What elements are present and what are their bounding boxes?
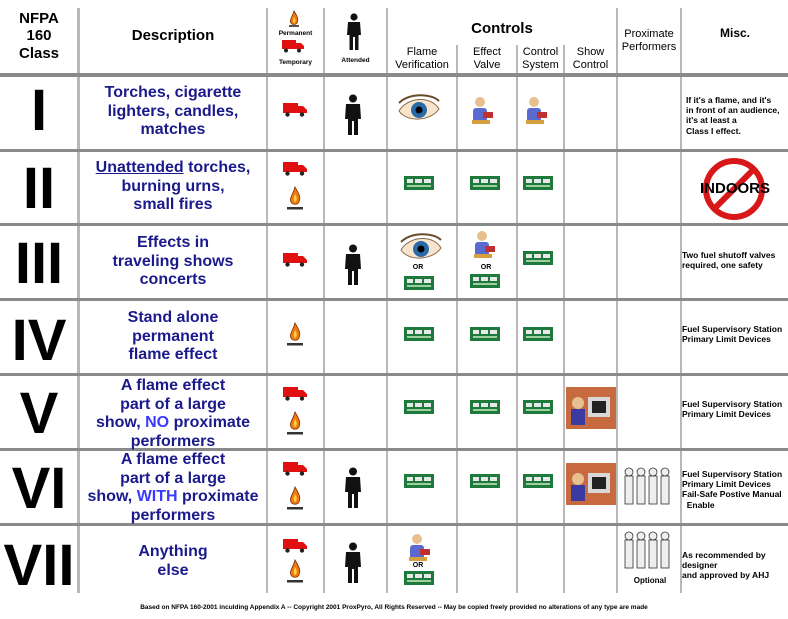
circuit-board-icon: [523, 327, 553, 341]
row-description: Torches, cigarette lighters, candles, matches: [104, 84, 242, 139]
column-divider: [456, 45, 458, 593]
monitor-operator-icon: [566, 463, 616, 505]
class-label: IV: [11, 308, 67, 373]
class-label: I: [30, 78, 48, 143]
or-label: OR: [480, 264, 492, 271]
circuit-board-icon: [470, 327, 500, 341]
row-divider: [0, 373, 788, 376]
truck-icon: [283, 251, 307, 267]
circuit-board-icon: [523, 400, 553, 414]
circuit-board-icon: [404, 327, 434, 341]
row-misc: Fuel Supervisory Station Primary Limit Devices: [682, 399, 783, 420]
person-icon: [346, 13, 362, 51]
row-misc: If it's a flame, and it's in front of an audience, it's at least a Class I effect.: [686, 95, 780, 136]
person-icon: [344, 542, 362, 584]
header-control-system: Control System: [522, 46, 559, 71]
technician-icon: [405, 533, 431, 563]
truck-icon: [283, 460, 307, 476]
row-divider: [0, 223, 788, 226]
truck-icon: [283, 385, 307, 401]
row-description: Stand alone permanent flame effect: [127, 309, 219, 364]
circuit-board-icon: [404, 474, 434, 488]
footer-copyright: Based on NFPA 160-2001 inculding Appendix A -- Copyright 2001 ProxPyro, All Rights Reserved -- May be copied freely provided no alterations of any type are made: [140, 604, 648, 611]
circuit-board-icon: [523, 176, 553, 190]
row-misc: Fuel Supervisory Station Primary Limit Devices: [682, 324, 783, 345]
indoors-label: INDOORS: [699, 180, 770, 197]
header-attended: Attended: [341, 57, 370, 64]
circuit-board-icon: [470, 176, 500, 190]
header-show-control: Show Control: [572, 46, 609, 71]
person-icon: [344, 467, 362, 509]
row-divider: [0, 73, 788, 77]
flame-icon: [285, 559, 305, 585]
circuit-board-icon: [523, 251, 553, 265]
row-divider: [0, 149, 788, 152]
truck-icon: [283, 537, 307, 553]
row-divider: [0, 298, 788, 301]
header-class: NFPA 160 Class: [18, 10, 60, 62]
row-misc: Two fuel shutoff valves required, one safety: [682, 250, 776, 271]
row-misc: As recommended by designer and approved by AHJ: [682, 550, 770, 581]
class-label: VI: [11, 456, 67, 521]
performers-icon: [621, 466, 677, 508]
row-description: A flame effect part of a large show, NO proximate performers: [95, 377, 251, 451]
flame-icon: [285, 411, 305, 437]
class-label: VII: [3, 533, 75, 598]
row-description: Anything else: [138, 543, 208, 579]
class-label: III: [14, 231, 64, 296]
technician-icon: [470, 230, 496, 260]
eye-icon: [399, 232, 443, 264]
circuit-board-icon: [404, 276, 434, 290]
header-temporary: Temporary: [278, 59, 313, 66]
truck-icon: [283, 160, 307, 176]
row-description: A flame effect part of a large show, WITH proximate performers: [87, 451, 259, 525]
column-divider: [563, 45, 565, 593]
optional-label: Optional: [633, 576, 667, 585]
row-description: Unattended torches, burning urns, small fires: [95, 159, 251, 214]
row-description: Effects in traveling shows concerts: [112, 234, 234, 289]
circuit-board-icon: [523, 474, 553, 488]
technician-icon: [522, 96, 548, 126]
eye-icon: [397, 93, 441, 125]
person-icon: [344, 244, 362, 286]
circuit-board-icon: [404, 571, 434, 585]
technician-icon: [468, 96, 494, 126]
row-misc: Fuel Supervisory Station Primary Limit Devices Fail-Safe Postive Manual Enable: [682, 469, 783, 510]
circuit-board-icon: [470, 274, 500, 288]
flame-icon: [285, 322, 305, 348]
class-label: II: [22, 156, 56, 221]
flame-icon: [285, 186, 305, 212]
circuit-board-icon: [404, 400, 434, 414]
header-misc: Misc.: [719, 26, 750, 40]
header-description: Description: [131, 27, 215, 44]
column-divider: [516, 45, 518, 593]
performers-icon: [621, 530, 677, 572]
class-label: V: [19, 381, 59, 446]
header-effect-valve: Effect Valve: [473, 46, 501, 71]
truck-icon: [283, 101, 307, 117]
monitor-operator-icon: [566, 387, 616, 429]
header-controls: Controls: [471, 20, 533, 37]
flame-icon: [285, 486, 305, 512]
person-icon: [344, 94, 362, 136]
header-permanent: Permanent: [278, 30, 313, 37]
or-label: OR: [412, 264, 424, 271]
circuit-board-icon: [470, 474, 500, 488]
or-label: OR: [412, 562, 424, 569]
truck-icon: [282, 39, 304, 53]
flame-icon: [286, 10, 302, 30]
circuit-board-icon: [470, 400, 500, 414]
header-proximate-performers: Proximate Performers: [621, 28, 677, 53]
circuit-board-icon: [404, 176, 434, 190]
header-flame-verification: Flame Verification: [395, 46, 449, 71]
